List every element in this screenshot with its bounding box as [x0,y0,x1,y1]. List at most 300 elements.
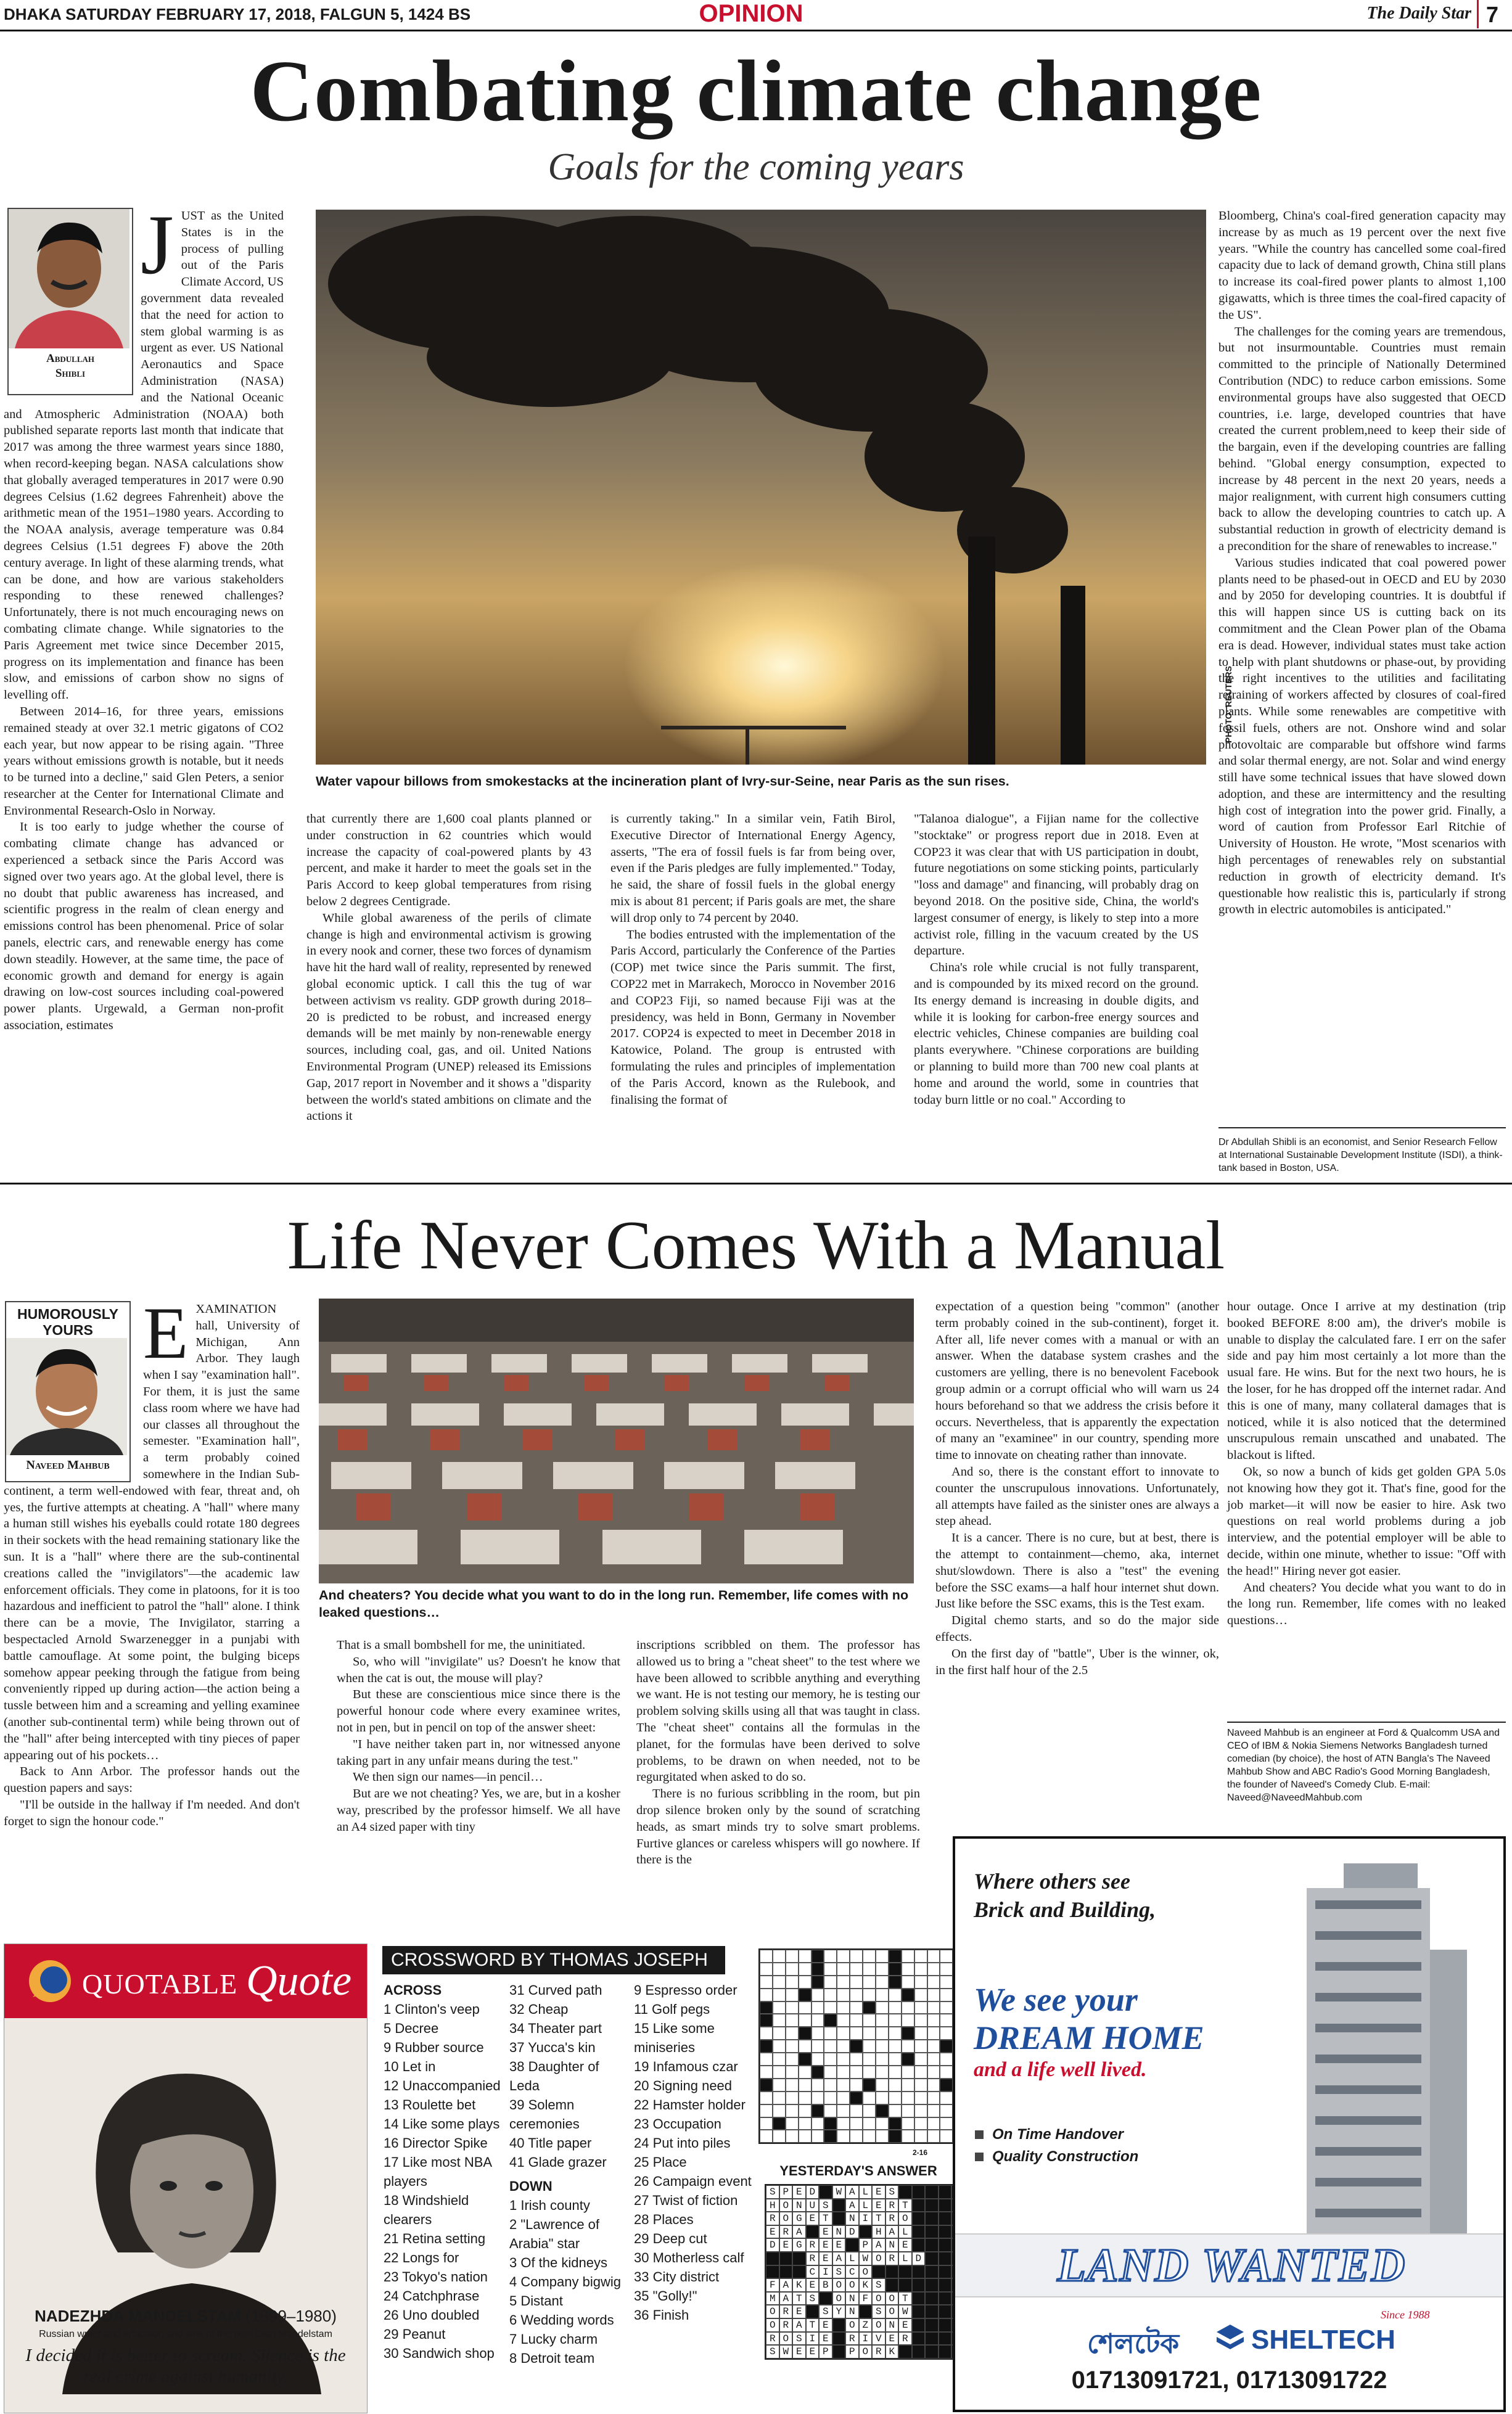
crossword-clue: 18 Windshield [384,2193,469,2208]
crossword-clue: clearers [384,2212,432,2227]
crossword-cell [773,2014,786,2027]
crossword-cell [914,2001,927,2014]
yesterdays-answer-grid [765,2184,966,2360]
crossword-cell [811,2001,824,2014]
crossword-cell [889,2117,902,2130]
crossword-cell [940,2014,953,2027]
crossword-cell [927,2053,940,2066]
answer-cell [925,2305,939,2318]
article1-body-text: is currently taking." In a similar vein, Fatih Birol, Executive Director of International Energy Agency, asserts, "The era of fossil fuels is far from being over, even if the Paris pledges are fully implemented." Today, he said, the share of fossil fuels in the global energy mix is about 81 percent; if Paris goals are met, the share will drop only to 74 percent by 2040. [610,812,895,925]
answer-cell [939,2305,952,2318]
page-number: 7 [1477,0,1506,28]
answer-cell [925,2345,939,2359]
answer-cell: T [819,2212,832,2225]
crossword-cell [876,1976,889,1989]
crossword-cell [889,1950,902,1963]
answer-cell: O [832,2292,846,2305]
crossword-cell [940,2130,953,2143]
answer-cell: A [792,2318,806,2332]
answer-cell [939,2225,952,2239]
crossword-cell [902,2066,914,2079]
answer-cell [925,2238,939,2252]
answer-cell: O [885,2305,899,2318]
answer-cell: D [766,2238,779,2252]
answer-cell: L [898,2252,912,2265]
crossword-clue: 22 Hamster holder [634,2097,746,2112]
article2-photo [319,1299,914,1583]
answer-cell: A [845,2185,859,2199]
ad-bullet-1: On Time Handover [992,2126,1124,2143]
crossword-cell [786,2079,799,2092]
article1-subheadline: Goals for the coming years [548,146,964,188]
crossword-cell [914,2066,927,2079]
crossword-cell [799,2014,811,2027]
answer-cell [872,2265,885,2279]
crossword-cell [940,2040,953,2053]
article2-column-2 [337,1637,620,1836]
crossword-cell [824,2027,837,2040]
answer-cell: E [819,2318,832,2332]
answer-cell: E [792,2305,806,2318]
article2-body-text: On the first day of "battle", Uber is the winner, ok, in the first half hour of the 2.5 [935,1646,1219,1677]
masthead [0,0,1512,31]
answer-cell [939,2252,952,2265]
crossword-cell [760,2104,773,2117]
answer-cell: Y [832,2305,846,2318]
crossword-cell [773,2066,786,2079]
crossword-cell [914,2053,927,2066]
crossword-cell [914,2092,927,2104]
answer-cell: R [766,2212,779,2225]
article1-photo-caption: Water vapour billows from smokestacks at the incineration plant of Ivry-sur-Seine, near Paris as the sun rises. [316,774,1009,789]
author-name-line2: Shibli [55,367,86,380]
crossword-cell [811,2066,824,2079]
column-label-line1: HUMOROUSLY [17,1306,118,1322]
crossword-clue: 5 Decree [384,2021,439,2036]
answer-cell [912,2332,926,2346]
quote-label-2: Quote [246,1957,352,2005]
answer-cell [939,2292,952,2305]
crossword-cell [876,2014,889,2027]
down-heading: DOWN [509,2178,553,2194]
crossword-clue: 32 Cheap [509,2001,569,2017]
ad-headline [974,1981,1204,2057]
crossword-clue: 28 Places [634,2212,694,2227]
article2-body-text: It is a cancer. There is no cure, but at best, there is the attempt to containment—chemo, aka, internet shut/slowdown. There is also a "test" the evening before the SSC exams—a half hour internet shut down. Just like before the SSC exams, this is the Test exam. [935,1531,1219,1611]
answer-cell [859,2225,873,2239]
answer-cell: E [819,2252,832,2265]
article1-body-text: Between 2014–16, for three years, emissions remained steady at over 32.1 metric gigatons of CO2 each year, but now appear to be rising again. "Three years without emissions growth is notable, but it needs to be turned into a decline," said Glen Peters, a senior researcher at the Center for International Climate and Environmental Research-Oslo in Norway. [4,704,284,818]
crossword-cell [799,2092,811,2104]
crossword-cell [773,2117,786,2130]
crossword-clue: 30 Motherless calf [634,2250,744,2265]
crossword-cell [760,1950,773,1963]
crossword-cell [863,2104,876,2117]
crossword-cell [824,2040,837,2053]
article2-body-text: XAMINATION hall, University of Michigan, Ann Arbor. They laugh when I say "examination hall". For them, it is just the same class room where we have had our classes all throughout the semester. "Examination hall", a term probably coined somewhere in the Indian Sub-continent, a term well-endowed with fear, threat and, oh yes, the furtive attempts at cheating. A "hall" where many a human still wishes his eyeballs could rotate 180 degrees in their sockets with the head remaining stationary like the sun. It is a "hall" where there are the sub-continental creations called the "invigilators"—the academic law enforcement officials. They come in platoons, for it is too hazardous and inefficient to patrol the "hall" alone. I think there can be a movie, The Invigilator, starring a bespectacled Arnold Swarzenegger in a punjabi with battle camouflage. At some point, the bulging biceps somehow appear peeking through the fatigue from being conveniently ripped up during action—the action being a tussle between him and a screaming and yelling examinee (another sub-continental term) while being thrown out of the "hall" after being intercepted with tiny pieces of paper appearing out of his pockets… [4,1302,300,1762]
answer-cell: E [898,2238,912,2252]
article1-body-text: The challenges for the coming years are tremendous, but not insurmountable. Countries must remain committed to the principle of Nationally Determined Contribution (NDC) to reduce carbon emissions. Some environmental groups have also suggested that OECD countries, i.e. large, developed countries that have created the current problem,need to keep their side of the bargain, even if the developing countries are falling behind. "Global energy consumption, expected to increase by 48 percent in the next 20 years, needs a major realignment, with current high consumers cutting back to allow the developing countries to catch up. A substantial reduction in growth of electricity demand is a precondition for the share of renewables to increase." [1218,324,1506,553]
article2-body-text: Digital chemo starts, and so do the major side effects. [935,1614,1219,1644]
article1-body-text: Bloomberg, China's coal-fired generation capacity may increase by as much as 19 percent over the next five years. "While the country has cancelled some coal-fired capacity due to lack of demand growth, China still plans to increase its coal-fired power plants to almost 1,100 gigawatts, which is three times the coal-fired capacity of the US". [1218,209,1506,322]
crossword-cell [927,2014,940,2027]
article2-body-text: And cheaters? You decide what you want to do in the long run. Remember, life comes with no leaked questions… [1227,1580,1506,1628]
ad-bullets [975,2124,1138,2168]
answer-cell: S [872,2305,885,2318]
crossword-clue: Leda [509,2078,540,2093]
crossword-cell [927,2079,940,2092]
answer-cell: H [766,2199,779,2212]
crossword-cell [889,2053,902,2066]
crossword-cell [902,2130,914,2143]
crossword-clue: 26 Uno doubled [384,2307,480,2323]
answer-cell: P [779,2185,793,2199]
answer-cell: E [806,2278,820,2292]
crossword-cell [811,2104,824,2117]
crossword-cell [837,2066,850,2079]
article2-column-1 [4,1292,300,1830]
crossword-cell [786,1976,799,1989]
crossword-cell [940,2053,953,2066]
answer-cell: T [872,2212,885,2225]
answer-cell: I [859,2212,873,2225]
answer-cell: O [779,2199,793,2212]
answer-cell: I [806,2332,820,2346]
crossword-cell [889,2130,902,2143]
answer-cell [925,2252,939,2265]
crossword-cell [811,2053,824,2066]
crossword-cell [889,2079,902,2092]
crossword-cell [811,1976,824,1989]
answer-cell: E [806,2345,820,2359]
crossword-cell [760,2001,773,2014]
speech-bubble-icon [25,1956,75,2006]
crossword-cell [863,2092,876,2104]
section-label: OPINION [699,0,803,27]
answer-cell: E [872,2185,885,2199]
crossword-cell [876,2117,889,2130]
crossword-clue: 8 Detroit team [509,2350,595,2366]
answer-cell: U [806,2199,820,2212]
answer-cell [912,2199,926,2212]
article1-column-2 [306,811,591,1125]
crossword-cell [786,2001,799,2014]
crossword-clue: 29 Deep cut [634,2231,707,2246]
quote-person-name: NADEZHDA MANDELSTAM [35,2307,242,2325]
crossword-clue: 40 Title paper [509,2135,592,2151]
crossword-cell [876,2066,889,2079]
answer-cell [806,2305,820,2318]
answer-cell: E [819,2225,832,2239]
crossword-cell [850,1963,863,1976]
article1-body-text: UST as the United States is in the process of pulling out of the Paris Climate Accord, US government data revealed that the need for action to stem global warming is as urgent as ever. US National Aeronautics and Space Administration (NASA) and the National Oceanic and Atmospheric Administration (NOAA) both published separate reports last month that indicate that 2017 was among the three warmest years since 1880, when record-keeping began. NASA calculations show that globally averaged temperatures in 2017 were 0.90 degrees Celsius (1.62 degrees Fahrenheit) above the arithmetic mean of the 1951–1980 years. According to the NOAA analysis, average temperature was 0.84 degrees Celsius (1.51 degrees F) above the 20th century average. In light of these alarming trends, what can be done, and how are various stakeholders responding to these renewed challenges? Unfortunately, there is not much encouraging news on combating climate change. While signatories to the Paris Agreement met twice since December 2015, progress on its implementation and finance has been slow, and emissions of carbon show no signs of levelling off. [4,209,284,702]
brand-bengali: শেলটেক [1087,2329,1180,2359]
answer-cell: R [885,2212,899,2225]
crossword-cell [760,2079,773,2092]
crossword-cell [786,1963,799,1976]
quote-person-years: (1899–1980) [245,2307,337,2325]
answer-cell: T [792,2292,806,2305]
crossword-cell [850,2092,863,2104]
answer-cell: N [832,2225,846,2239]
answer-cell: I [819,2265,832,2279]
article2-body-text: And so, there is the constant effort to innovate to counter the unscrupulous innovations. Unfortunately, all attempts have failed as the sinister ones are always a step ahead. [935,1464,1219,1529]
answer-cell [912,2292,926,2305]
crossword-clue: 12 Unaccompanied [384,2078,501,2093]
crossword-cell [863,1976,876,1989]
answer-cell: H [872,2225,885,2239]
answer-cell [912,2225,926,2239]
crossword-cell [889,2027,902,2040]
answer-cell: A [872,2238,885,2252]
crossword-cell [811,2014,824,2027]
article2-body-text: There is no furious scribbling in the room, but pin drop silence broken only by the sound of scratching heads, as smart minds try to solve smart problems. Furtive glances or careless whispers will go nowhere. If there is the [636,1787,920,1867]
crossword-cell [863,2079,876,2092]
crossword-cell [824,2053,837,2066]
answer-cell: R [779,2305,793,2318]
answer-cell [925,2225,939,2239]
crossword-cell [799,1989,811,2001]
answer-cell: E [819,2238,832,2252]
crossword-cell [850,2014,863,2027]
crossword-clue: 38 Daughter of [509,2059,599,2074]
answer-cell [925,2292,939,2305]
crossword-cell [773,1989,786,2001]
answer-cell [925,2212,939,2225]
crossword-cell [837,2092,850,2104]
article1-body-text: It is too early to judge whether the course of combating climate change has advanced or experienced a setback since the Paris Accord was signed over two years ago. At the global level, there is no doubt that public awareness has increased, and scientific progress in the realm of clean energy and emissions control has been phenomenal. Price of solar panels, electric cars, and renewable energy has come down steadily. However, at the same time, the pace of economic growth and demand for energy is again drawing on low-cost sources including coal-powered power plants. Urgewald, a German non-profit association, estimates [4,820,284,1033]
answer-cell [912,2278,926,2292]
article2-column-5 [1227,1299,1506,1629]
article2-column-4 [935,1299,1219,1678]
crossword-cell [863,2001,876,2014]
crossword-clue: 2 "Lawrence of [509,2217,600,2232]
crossword-cell [914,2104,927,2117]
crossword-clue: 33 City district [634,2269,720,2285]
crossword-cell [902,2027,914,2040]
crossword-cell [902,2014,914,2027]
crossword-clue: 7 Lucky charm [509,2331,598,2347]
crossword-cell [889,2001,902,2014]
ad-line-2: Brick and Building, [974,1897,1156,1922]
crossword-cell [824,2117,837,2130]
answer-cell: D [912,2252,926,2265]
answer-cell [898,2278,912,2292]
crossword-cell [863,2027,876,2040]
answer-cell: O [859,2265,873,2279]
crossword-down-clues [634,1981,751,2325]
crossword-cell [837,1989,850,2001]
quote-person [4,2307,367,2326]
crossword-clue: 3 Of the kidneys [509,2255,607,2270]
answer-cell [885,2278,899,2292]
crossword-cell [760,1989,773,2001]
crossword-clue: 39 Solemn [509,2097,575,2112]
answer-cell: O [779,2332,793,2346]
crossword-cell [811,2040,824,2053]
crossword-cell [889,2092,902,2104]
crossword-cell [760,2066,773,2079]
crossword-cell [876,2104,889,2117]
answer-cell [939,2212,952,2225]
paper-name: The Daily Star [1366,4,1471,23]
answer-cell [819,2292,832,2305]
crossword-clue: 41 Glade grazer [509,2154,607,2170]
author-name: Naveed Mahbub [26,1458,110,1472]
building-illustration [1251,1851,1498,2295]
crossword-cell [773,1963,786,1976]
article2-body-text: "I have neither taken part in, nor witnessed anyone taking part in any unfair means during the test." [337,1737,620,1768]
crossword-cell [850,2053,863,2066]
crossword-clue: 22 Longs for [384,2250,459,2265]
article2-author-bio: Naveed Mahbub is an engineer at Ford & Qualcomm USA and CEO of IBM & Nokia Siemens Networks Bangladesh turned comedian (by choice), the host of ATN Bangla's The Naveed Mahbub Show and ABC Radio's Good Morning Bangladesh, the founder of Naveed's Comedy Club. E-mail: Naveed@NaveedMahbub.com [1227,1728,1500,1803]
article2-body-text: inscriptions scribbled on them. The professor has allowed us to bring a "cheat sheet" to the test where we have been allowed to scribble anything and everything we want. He is not testing our memory, he is testing our problem solving skills using all that was taught in class. The "cheat sheet" contains all the formulas in the planet, for the formulas have been derived to solve problems, to be drawn on when needed, not to be regurgitated when asked to do so. [636,1638,920,1784]
answer-cell: O [845,2318,859,2332]
answer-cell: O [885,2292,899,2305]
answer-cell: N [792,2199,806,2212]
crossword-cell [786,2053,799,2066]
crossword-cell [760,2014,773,2027]
answer-cell: E [779,2238,793,2252]
crossword-cell [940,1976,953,1989]
crossword-clue: 15 Like some [634,2021,715,2036]
crossword-cell [824,1950,837,1963]
article1-body-text: Various studies indicated that coal powered power plants need to be phased-out in OECD and EU by 2030 and by 2050 for developing countries. It is doubtful if this will happen since US is cutting back on its commitment and the Clean Power plan of the Obama era is dead. However, individual states must take action to help with plant shutdowns or phase-out, by providing the right incentives to the utilities and facilitating retraining of workers affected by closures of coal-fired plants. While some renewables are competitive with fossil fuels, others are not. Onshore wind and solar photovoltaic are comparable but offshore wind farms and solar thermal energy, are not. Solar and wind energy still have some technical issues that have slowed down adoption, and these are intermittency and the resulting high cost of integration into the power grid. Finally, a word of caution from Professor Earl Ritchie of University of Houston. He wrote, "Most scenarios with high percentages of renewables rely on substantial reduction in growth of electricity demand. It's questionable how realistic this is, particularly if strong growth in electric automobiles is anticipated." [1218,556,1506,917]
crossword-cell [824,2130,837,2143]
crossword-cell [799,2001,811,2014]
crossword-cell [773,2027,786,2040]
answer-cell: A [832,2252,846,2265]
crossword-cell [914,2014,927,2027]
crossword-clue: 36 Finish [634,2307,689,2323]
crossword-cell [837,2079,850,2092]
answer-cell [779,2252,793,2265]
crossword-cell [902,2053,914,2066]
crossword-cell [799,1950,811,1963]
crossword-cell [773,2040,786,2053]
answer-cell: S [806,2292,820,2305]
answer-cell: L [859,2185,873,2199]
article2-body-text: hour outage. Once I arrive at my destination (trip booked BEFORE 8:00 am), the driver's mobile is unable to display the calculated fare. I err on the safer side and pay him most certainly a lot more than the usual fare. He wins. But for the next two hours, he is the loser, for he has dropped off the internet radar. And this is one of many, many collateral damages that is noticed, while it is also noticed that the determined unscrupulous remain unscathed and unabated. The blackout is lifted. [1227,1300,1506,1463]
exam-hall-photo [319,1299,914,1583]
crossword-clue: 13 Roulette bet [384,2097,476,2112]
answer-cell [925,2185,939,2199]
crossword-cell [786,2027,799,2040]
quote-text: I decided it is better to scream. Silence is the real crime against humanity. [25,2346,346,2386]
answer-cell: G [792,2238,806,2252]
crossword-cell [824,2001,837,2014]
answer-cell: P [859,2238,873,2252]
crossword-cell [940,2104,953,2117]
crossword-cell [799,2027,811,2040]
crossword-clue: 24 Catchphrase [384,2288,480,2304]
crossword-cell [786,2066,799,2079]
crossword-grid [758,1948,954,2144]
crossword-clue: 9 Espresso order [634,1982,738,1998]
crossword-cell [940,1989,953,2001]
crossword-cell [799,2079,811,2092]
answer-cell [806,2225,820,2239]
answer-cell [766,2265,779,2279]
answer-cell [766,2252,779,2265]
land-wanted-banner [955,2233,1506,2297]
answer-cell: K [885,2345,899,2359]
crossword-cell [786,2092,799,2104]
answer-cell: O [872,2252,885,2265]
article1-author-bio: Dr Abdullah Shibli is an economist, and Senior Research Fellow at International Sustainable Development Institute (ISDI), a think-tank based in Boston, USA. [1218,1137,1503,1173]
answer-cell: S [766,2345,779,2359]
crossword-cell [786,1950,799,1963]
answer-cell: W [832,2185,846,2199]
crossword-cell [811,2027,824,2040]
article2-headline: Life Never Comes With a Manual [287,1207,1225,1284]
crossword-clue: 37 Yucca's kin [509,2040,596,2055]
crossword-cell [876,1950,889,1963]
answer-cell [939,2238,952,2252]
answer-cell [832,2212,846,2225]
answer-cell [925,2265,939,2279]
answer-cell: A [779,2278,793,2292]
crossword-cell [824,2092,837,2104]
crossword-cell [824,1989,837,2001]
crossword-cell [876,2053,889,2066]
crossword-cell [837,2040,850,2053]
answer-cell: S [872,2278,885,2292]
crossword-cell [786,2040,799,2053]
answer-cell [898,2185,912,2199]
answer-cell: E [898,2318,912,2332]
crossword-date-code: 2-16 [913,2148,928,2157]
crossword-cell [863,2066,876,2079]
bullet-icon [975,2153,984,2161]
answer-cell [912,2305,926,2318]
crossword-cell [837,1950,850,1963]
crossword-cell [799,2066,811,2079]
crossword-cell [773,2104,786,2117]
crossword-cell [799,1976,811,1989]
crossword-cell [940,1950,953,1963]
crossword-cell [837,2053,850,2066]
crossword-clue: 34 Theater part [509,2021,602,2036]
crossword-cell [799,1963,811,1976]
crossword-column-2 [509,1981,627,2368]
answer-cell: R [845,2332,859,2346]
crossword-cell [914,1976,927,1989]
answer-cell: A [792,2225,806,2239]
article2-body-text: So, who will "invigilate" us? Doesn't he know that when the cat is out, the mouse will play? [337,1654,620,1685]
answer-cell: S [792,2332,806,2346]
ad-line-5: and a life well lived. [974,2058,1147,2081]
ad-line-3: We see your [974,1981,1138,2018]
article2-column-3 [636,1637,920,1868]
answer-cell: O [845,2278,859,2292]
crossword-cell [850,1976,863,1989]
crossword-cell [863,2040,876,2053]
across-heading: ACROSS [384,1982,442,1998]
crossword-clue: 5 Distant [509,2293,563,2309]
crossword-cell [850,2104,863,2117]
answer-cell: W [898,2305,912,2318]
crossword-cell [811,2130,824,2143]
crossword-cell [940,1963,953,1976]
crossword-cell [940,2079,953,2092]
ad-bullet-2: Quality Construction [992,2148,1139,2165]
crossword-clue: 16 Director Spike [384,2135,488,2151]
article1-body-text: "Talanoa dialogue", a Fijian name for the collective "stocktake" or progress report due in 2018. Even at COP23 it was clear that with US participation in doubt, future negotiations on some sticking points, particularly "loss and damage" and financing, will probably drag on beyond 2018. On the positive side, China, the world's largest consumer of energy, is likely to step into a more activist role, filling in the vacuum created by the US departure. [914,812,1199,958]
answer-cell: N [845,2305,859,2318]
crossword-cell [876,2092,889,2104]
answer-cell: S [832,2265,846,2279]
